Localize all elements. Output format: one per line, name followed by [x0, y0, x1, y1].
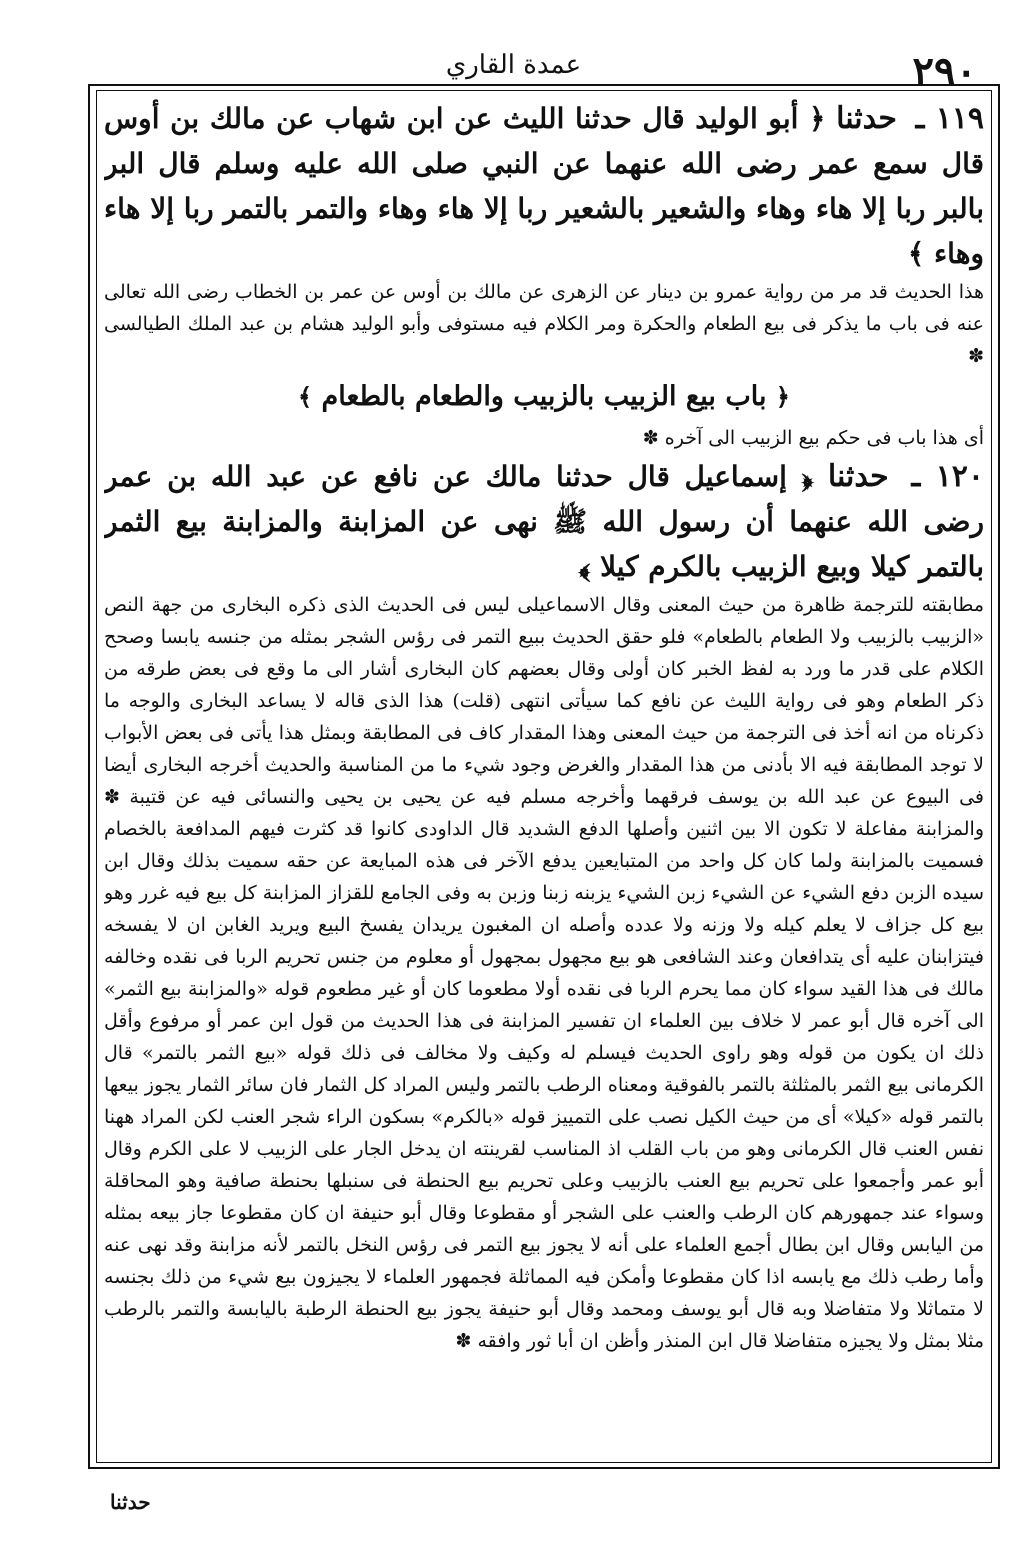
commentary-segment: قوله «والمزابنة بيع الثمر» الى آخره قال أبو عمر لا خلاف بين العلماء ان تفسير المزابنة فى هذا الحديث من قول ابن عمر أو مرفوع وأقل ذلك ان يكون من قوله وهو راوى الحديث فيسلم له وكيف ولا مخالف فى ذلك	[104, 978, 984, 1064]
hadith-chain-start: حدثنا	[827, 459, 889, 494]
commentary-segment: قوله «بالكرم» بسكون الراء شجر العنب لكن المراد ههنا نفس العنب قال الكرمانى وهو من باب القلب اذ المناسب لقرينته ان يدخل الجار على الزبيب لا على الكرم وقال أبو عمر وأجمعوا على تحريم بيع العنب بالزبيب وعلى تحريم بيع الحنطة فى سنبلها بحنطة صافية وهو المحاقلة وسواء عند جمهورهم كان الرطب والعنب على الشجر أو مقطوعا وقال أبو حنيفة ان كان مقطوعا جاز بيعه بمثله من اليابس وقال ابن بطال أجمع العلماء على أنه لا يجوز بيع التمر فى رؤس النخل بالتمر لأنه مزابنة وقد نهى عنه وأما رطب ذلك مع يابسه اذا كان مقطوعا وأمكن فيه المماثلة فجمهور العلماء لا يجيزون بيع شيء من ذلك بجنسه لا متماثلا ولا متفاضلا وبه قال أبو يوسف ومحمد وقال أبو حنيفة يجوز بيع الحنطة الرطبة باليابسة والتمر بالرطب مثلا بمثل ولا يجيزه متفاضلا قال ابن المنذر وأظن ان أبا ثور وافقه ✽	[104, 1106, 984, 1352]
commentary-paragraph: هذا الحديث قد مر من رواية عمرو بن دينار عن الزهرى عن مالك بن أوس عن عمر بن الخطاب رضى الله تعالى عنه فى باب ما يذكر فى بيع الطعام والحكرة ومر الكلام فيه مستوفى وأبو الوليد هشام بن عبد الملك الطيالسى ✽	[104, 281, 984, 367]
chapter-heading	[104, 372, 984, 422]
hadith-chain-start: حدثنا	[836, 101, 897, 136]
hadith-text: ﴿ أبو الوليد قال حدثنا الليث عن ابن شهاب عن مالك بن أوس قال سمع عمر رضى الله عنهما عن النبي صلى الله عليه وسلم قال البر بالبر ربا إلا هاء وهاء والشعير بالشعير ربا إلا هاء وهاء والتمر بالتمر ربا إلا هاء وهاء ﴾	[104, 102, 984, 270]
commentary-paragraph	[104, 589, 984, 1357]
running-title: عمدة القاري	[445, 50, 582, 80]
page-body	[104, 96, 984, 1446]
page-number: ۲۹۰	[912, 48, 977, 95]
commentary-segment: قوله «بيع الثمر بالتمر» قال الكرمانى بيع الثمر بالمثلثة بالتمر بالفوقية ومعناه الرطب بالتمر وليس المراد كل الثمار فان سائر الثمار يجوز بيعها بالتمر	[104, 1042, 984, 1128]
chapter-note: أى هذا باب فى حكم بيع الزبيب الى آخره ✽	[642, 427, 984, 449]
chapter-title: باب بيع الزبيب بالزبيب والطعام بالطعام	[321, 381, 767, 412]
catchword: حدثنا	[110, 1490, 151, 1514]
hadith-number: ۱۱۹ ـ	[915, 101, 984, 136]
page-header	[0, 0, 1027, 95]
hadith-120	[104, 454, 984, 589]
ornament-left: ﴾	[298, 382, 313, 411]
hadith-text: ﴿ إسماعيل قال حدثنا مالك عن نافع عن عبد الله بن عمر رضى الله عنهما أن رسول الله ﷺ نهى عن المزابنة والمزابنة بيع الثمر بالتمر كيلا وبيع الزبيب بالكرم كيلا ﴾	[104, 460, 984, 583]
commentary-segment: قوله «كيلا» أى من حيث الكيل نصب على التمييز	[552, 1106, 934, 1128]
hadith-number: ۱۲۰ ـ	[911, 459, 984, 494]
ornament-right: ﴿	[775, 382, 790, 411]
hadith-119	[104, 96, 984, 276]
commentary-segment: مطابقته للترجمة ظاهرة من حيث المعنى وقال الاسماعيلى ليس فى الحديث الذى ذكره البخارى من جهة النص «الزبيب بالزبيب ولا الطعام بالطعام» فلو حقق الحديث ببيع التمر فى رؤس الشجر بمثله من جنسه يابسا وصحح الكلام على قدر ما ورد به لفظ الخبر كان أولى وقال بعضهم كان البخارى أشار الى ما وقع فى بعض طرقه من ذكر الطعام وهو فى رواية الليث عن نافع كما سيأتى انتهى (قلت) هذا الذى قاله لا يساعد البخارى والوجه ما ذكرناه من انه أخذ فى الترجمة من حيث المعنى وهذا المقدار كاف فى المطابقة وبمثل هذا يأتى فى بعض الأبواب لا توجد المطابقة فيه الا بأدنى من هذا المقدار والغرض وجود شيء ما من المناسبة والحديث أخرجه البخارى أيضا فى البيوع عن عبد الله بن يوسف فرقهما وأخرجه مسلم فيه عن يحيى بن يحيى والنسائى فيه عن قتيبة ✽ والمزابنة مفاعلة لا تكون الا بين اثنين وأصلها الدفع الشديد قال الداودى كانوا قد كثرت فيهم المدافعة بالخصام فسميت بالمزابنة ولما كان كل واحد من المتبايعين يدفع الآخر فى هذه المبايعة عن حقه سميت بذلك وقال ابن سيده الزبن دفع الشيء عن الشيء زبن الشيء يزبنه زبنا وزبن به وفى الجامع للقزاز المزابنة كل بيع فيه غرر وهو بيع كل جزاف لا يعلم كيله ولا وزنه ولا عدده وأصله ان المغبون يريدان يفسخ البيع ويريد الغابن ان لا يفسخه فيتزابنان عليه أى يتدافعان وعند الشافعى هو بيع مجهول بمجهول أو معلوم من جنس تحريم الربا فى نقده وخالفه مالك فى هذا القيد سواء كان مما يحرم الربا فى نقده أولا مطعوما كان أو غير مطعوم	[104, 594, 984, 1000]
